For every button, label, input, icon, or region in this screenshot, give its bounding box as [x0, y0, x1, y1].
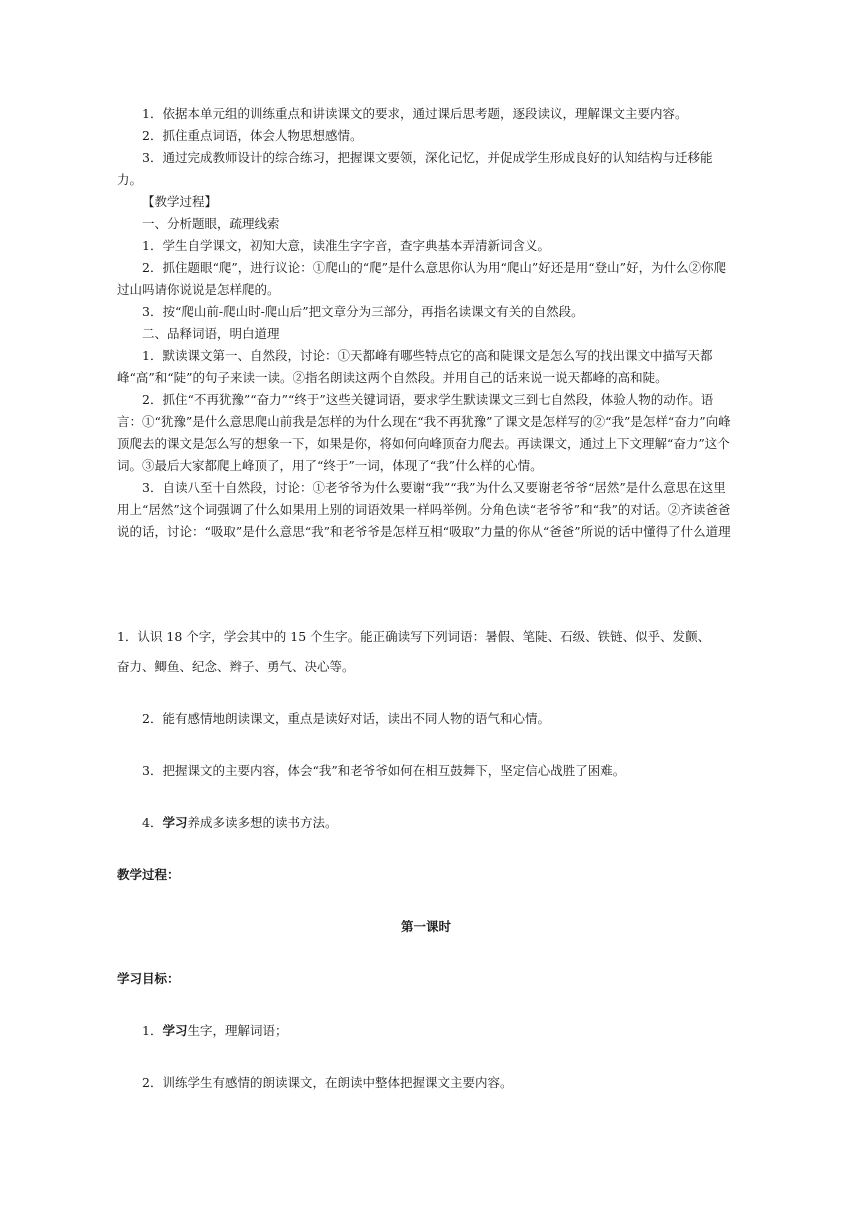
heading-part-two: 二、品释词语，明白道理: [142, 326, 280, 341]
goal-1-line-1: 1．认识 18 个字，学会其中的 15 个生字。能正确读写下列词语：暑假、笔陡、石级、铁链、似乎、发颤、: [117, 629, 711, 644]
goal-4-bold: 学习: [162, 815, 188, 830]
heading-part-one: 一、分析题眼，疏理线索: [142, 216, 280, 231]
paragraph-step-2: 2．抓住题眼“爬”，进行议论：①爬山的“爬”是什么意思你认为用“爬山”好还是用“登山”好，为什么②你爬过山吗请你说说是怎样爬的。: [117, 260, 727, 297]
goal-3: 3．把握课文的主要内容，体会“我”和老爷爷如何在相互鼓舞下，坚定信心战胜了困难。: [142, 763, 626, 778]
paragraph-discussion-1: 1．默读课文第一、自然段，讨论：①天都峰有哪些特点它的高和陡课文是怎么写的找出课文中描写天都峰“高”和“陡”的句子来读一读。②指名朗读这两个自然段。并用自己的话来说一说天都峰的高和陡。: [117, 348, 713, 385]
heading-teaching-process: 【教学过程】: [142, 194, 218, 209]
goal-4-text: 养成多读多想的读书方法。: [187, 815, 338, 830]
objective-1-bold: 学习: [162, 1023, 188, 1038]
paragraph-discussion-3: 3．自读八至十自然段，讨论：①老爷爷为什么要谢“我”“我”为什么又要谢老爷爷“居然”是什么意思在这里用上“居然”这个词强调了什么如果用上别的词语效果一样吗举例。分角色读“老爷爷”和“我”的对话。②齐读爸爸说的话，讨论：“吸取”是什么意思“我”和老爷爷是怎样互相“吸取”力量的你从“爸爸”所说的话中懂得了什么道理: [117, 480, 731, 539]
paragraph-discussion-2: 2．抓住“不再犹豫”“奋力”“终于”这些关键词语，要求学生默读课文三到七自然段，体验人物的动作。语言：①“犹豫”是什么意思爬山前我是怎样的为什么现在“我不再犹豫”了课文是怎样写的②“我”是怎样“奋力”向峰顶爬去的课文是怎么写的想象一下，如果是你，将如何向峰顶奋力爬去。再读课文，通过上下文理解“奋力”这个词。③最后大家都爬上峰顶了，用了“终于”一词，体现了“我”什么样的心情。: [117, 392, 731, 473]
objective-1-text: 生字，理解词语；: [187, 1023, 288, 1038]
paragraph-step-3: 3．按“爬山前-爬山时-爬山后”把文章分为三部分，再指名读课文有关的自然段。: [142, 304, 584, 319]
lesson-title: 第一课时: [400, 919, 451, 934]
goal-4-number: 4．: [142, 815, 163, 830]
teaching-process-title: 教学过程：: [117, 867, 180, 882]
paragraph-goal-1: 1．依据本单元组的训练重点和讲读课文的要求，通过课后思考题，逐段读议，理解课文主要内容。: [142, 106, 688, 121]
goal-2: 2．能有感情地朗读课文，重点是读好对话，读出不同人物的语气和心情。: [142, 711, 550, 726]
paragraph-goal-2: 2．抓住重点词语，体会人物思想感情。: [142, 128, 363, 143]
objectives-title: 学习目标：: [117, 971, 180, 986]
objective-1-number: 1．: [142, 1023, 163, 1038]
paragraph-goal-3: 3．通过完成教师设计的综合练习，把握课文要领，深化记忆，并促成学生形成良好的认知结构与迁移能力。: [117, 150, 713, 187]
objective-1: [142, 1020, 760, 1042]
objective-2: 2．训练学生有感情的朗读课文，在朗读中整体把握课文主要内容。: [142, 1075, 513, 1090]
paragraph-step-1: 1．学生自学课文，初知大意，读准生字字音，查字典基本弄清新词含义。: [142, 238, 550, 253]
goal-1-line-2: 奋力、鲫鱼、纪念、辫子、勇气、决心等。: [117, 659, 355, 674]
section-one: [117, 103, 735, 543]
goal-4: [142, 812, 760, 834]
